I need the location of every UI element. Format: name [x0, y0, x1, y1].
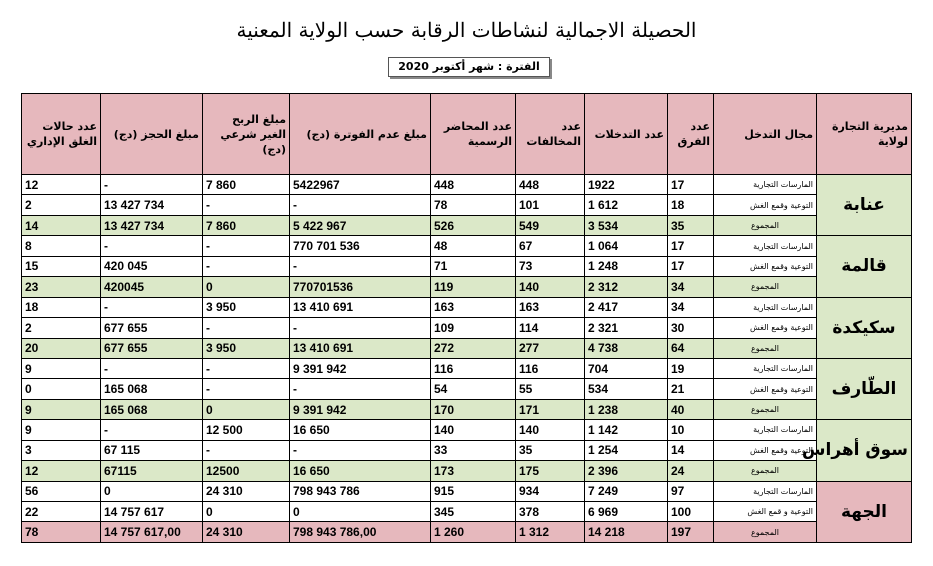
cell-non-invoicing: - [290, 440, 431, 460]
cell-interventions: 1 238 [585, 399, 668, 419]
table-row [22, 195, 912, 215]
cell-interventions: 6 969 [585, 502, 668, 522]
cell-seizure: - [101, 236, 203, 256]
cell-non-invoicing: 770 701 536 [290, 236, 431, 256]
cell-violations: 55 [516, 379, 585, 399]
cell-closures: 18 [22, 297, 101, 317]
region-cell: سوق أهراس [817, 420, 912, 481]
cell-violations: 101 [516, 195, 585, 215]
cell-non-invoicing: 770701536 [290, 277, 431, 297]
cell-interventions: 1 248 [585, 256, 668, 276]
cell-illicit-profit: - [203, 379, 290, 399]
cell-interventions: 2 396 [585, 461, 668, 481]
table-row [22, 297, 912, 317]
cell-closures: 20 [22, 338, 101, 358]
region-cell: الجهة [817, 481, 912, 542]
header-teams: عدد الفرق [668, 94, 714, 175]
cell-illicit-profit: - [203, 318, 290, 338]
cell-domain: المجموع [714, 461, 817, 481]
cell-seizure: 14 757 617,00 [101, 522, 203, 543]
cell-violations: 35 [516, 440, 585, 460]
cell-teams: 17 [668, 175, 714, 195]
cell-teams: 34 [668, 277, 714, 297]
cell-illicit-profit: - [203, 236, 290, 256]
cell-interventions: 4 738 [585, 338, 668, 358]
cell-illicit-profit: 24 310 [203, 481, 290, 501]
region-cell: عنابة [817, 175, 912, 236]
cell-non-invoicing: 16 650 [290, 461, 431, 481]
cell-violations: 171 [516, 399, 585, 419]
cell-illicit-profit: 7 860 [203, 175, 290, 195]
cell-non-invoicing: 9 391 942 [290, 399, 431, 419]
cell-seizure: 67115 [101, 461, 203, 481]
cell-closures: 3 [22, 440, 101, 460]
cell-reports: 170 [431, 399, 516, 419]
cell-non-invoicing: 5 422 967 [290, 215, 431, 235]
table-row [22, 358, 912, 378]
cell-teams: 19 [668, 358, 714, 378]
cell-seizure: 13 427 734 [101, 215, 203, 235]
total-row [22, 399, 912, 419]
cell-violations: 549 [516, 215, 585, 235]
table-row [22, 256, 912, 276]
cell-violations: 116 [516, 358, 585, 378]
cell-teams: 14 [668, 440, 714, 460]
table-row [22, 318, 912, 338]
cell-illicit-profit: 7 860 [203, 215, 290, 235]
cell-non-invoicing: - [290, 379, 431, 399]
cell-illicit-profit: 24 310 [203, 522, 290, 543]
cell-domain: التوعية وقمع الغش [714, 379, 817, 399]
cell-teams: 21 [668, 379, 714, 399]
total-row [22, 215, 912, 235]
cell-domain: المجموع [714, 399, 817, 419]
cell-closures: 0 [22, 379, 101, 399]
cell-violations: 1 312 [516, 522, 585, 543]
cell-reports: 54 [431, 379, 516, 399]
cell-domain: التوعية وقمع الغش [714, 440, 817, 460]
header-violations: عدد المخالفات [516, 94, 585, 175]
cell-closures: 9 [22, 399, 101, 419]
table-row [22, 502, 912, 522]
cell-illicit-profit: 3 950 [203, 297, 290, 317]
cell-teams: 18 [668, 195, 714, 215]
header-directorate: مديرية التجارة لولاية [817, 94, 912, 175]
cell-teams: 17 [668, 256, 714, 276]
total-row [22, 522, 912, 543]
cell-seizure: 14 757 617 [101, 502, 203, 522]
cell-reports: 345 [431, 502, 516, 522]
period-label: الفترة : شهر أكتوبر 2020 [388, 57, 550, 77]
cell-interventions: 14 218 [585, 522, 668, 543]
cell-interventions: 2 417 [585, 297, 668, 317]
cell-reports: 119 [431, 277, 516, 297]
cell-closures: 9 [22, 358, 101, 378]
table-row [22, 175, 912, 195]
cell-illicit-profit: 12 500 [203, 420, 290, 440]
control-activity-table [21, 93, 912, 543]
cell-non-invoicing: 798 943 786,00 [290, 522, 431, 543]
cell-violations: 448 [516, 175, 585, 195]
region-cell: سكيكدة [817, 297, 912, 358]
cell-illicit-profit: 3 950 [203, 338, 290, 358]
cell-closures: 12 [22, 175, 101, 195]
cell-interventions: 3 534 [585, 215, 668, 235]
cell-seizure: 420045 [101, 277, 203, 297]
total-row [22, 338, 912, 358]
cell-closures: 2 [22, 195, 101, 215]
table-row [22, 236, 912, 256]
cell-seizure: 677 655 [101, 338, 203, 358]
cell-illicit-profit: - [203, 256, 290, 276]
cell-seizure: 165 068 [101, 379, 203, 399]
region-cell: قالمة [817, 236, 912, 297]
header-domain: مجال التدخل [714, 94, 817, 175]
cell-non-invoicing: 0 [290, 502, 431, 522]
cell-reports: 140 [431, 420, 516, 440]
cell-illicit-profit: - [203, 195, 290, 215]
cell-reports: 78 [431, 195, 516, 215]
cell-non-invoicing: 5422967 [290, 175, 431, 195]
cell-interventions: 704 [585, 358, 668, 378]
cell-non-invoicing: 16 650 [290, 420, 431, 440]
table-row [22, 481, 912, 501]
cell-reports: 163 [431, 297, 516, 317]
cell-violations: 140 [516, 420, 585, 440]
header-seizure: مبلغ الحجز (دج) [101, 94, 203, 175]
cell-violations: 140 [516, 277, 585, 297]
cell-non-invoicing: 13 410 691 [290, 338, 431, 358]
cell-teams: 30 [668, 318, 714, 338]
table-row [22, 420, 912, 440]
header-non-invoicing: مبلغ عدم الفوترة (دج) [290, 94, 431, 175]
cell-closures: 15 [22, 256, 101, 276]
total-row [22, 277, 912, 297]
cell-closures: 8 [22, 236, 101, 256]
cell-domain: المارسات التجارية [714, 297, 817, 317]
header-interventions: عدد التدخلات [585, 94, 668, 175]
cell-violations: 163 [516, 297, 585, 317]
cell-domain: المارسات التجارية [714, 175, 817, 195]
cell-reports: 915 [431, 481, 516, 501]
cell-interventions: 534 [585, 379, 668, 399]
table-row [22, 379, 912, 399]
cell-violations: 277 [516, 338, 585, 358]
page-title: الحصيلة الاجمالية لنشاطات الرقابة حسب الولاية المعنية [236, 18, 697, 42]
cell-seizure: - [101, 358, 203, 378]
cell-interventions: 2 321 [585, 318, 668, 338]
cell-illicit-profit: 0 [203, 277, 290, 297]
cell-teams: 100 [668, 502, 714, 522]
cell-domain: التوعية وقمع الغش [714, 318, 817, 338]
cell-reports: 33 [431, 440, 516, 460]
cell-illicit-profit: 12500 [203, 461, 290, 481]
cell-seizure: - [101, 420, 203, 440]
cell-closures: 78 [22, 522, 101, 543]
cell-interventions: 1 612 [585, 195, 668, 215]
cell-illicit-profit: - [203, 358, 290, 378]
cell-teams: 24 [668, 461, 714, 481]
cell-domain: المجموع [714, 338, 817, 358]
cell-domain: التوعية وقمع الغش [714, 256, 817, 276]
cell-reports: 1 260 [431, 522, 516, 543]
cell-illicit-profit: 0 [203, 399, 290, 419]
cell-seizure: 0 [101, 481, 203, 501]
cell-non-invoicing: 13 410 691 [290, 297, 431, 317]
cell-closures: 9 [22, 420, 101, 440]
cell-illicit-profit: - [203, 440, 290, 460]
cell-domain: المجموع [714, 277, 817, 297]
cell-violations: 378 [516, 502, 585, 522]
cell-closures: 23 [22, 277, 101, 297]
cell-domain: التوعية و قمع الغش [714, 502, 817, 522]
cell-domain: المارسات التجارية [714, 236, 817, 256]
cell-seizure: - [101, 297, 203, 317]
cell-violations: 175 [516, 461, 585, 481]
cell-domain: المجموع [714, 215, 817, 235]
cell-violations: 67 [516, 236, 585, 256]
cell-interventions: 1 142 [585, 420, 668, 440]
cell-seizure: 13 427 734 [101, 195, 203, 215]
cell-reports: 71 [431, 256, 516, 276]
cell-seizure: 165 068 [101, 399, 203, 419]
cell-interventions: 7 249 [585, 481, 668, 501]
cell-closures: 14 [22, 215, 101, 235]
cell-seizure: 420 045 [101, 256, 203, 276]
cell-domain: المارسات التجارية [714, 481, 817, 501]
cell-interventions: 2 312 [585, 277, 668, 297]
cell-teams: 10 [668, 420, 714, 440]
cell-teams: 35 [668, 215, 714, 235]
cell-teams: 17 [668, 236, 714, 256]
cell-reports: 526 [431, 215, 516, 235]
header-illicit-profit: مبلغ الربح الغير شرعي (دج) [203, 94, 290, 175]
cell-interventions: 1 254 [585, 440, 668, 460]
cell-domain: التوعية وقمع الغش [714, 195, 817, 215]
cell-teams: 34 [668, 297, 714, 317]
cell-closures: 2 [22, 318, 101, 338]
cell-closures: 56 [22, 481, 101, 501]
cell-teams: 64 [668, 338, 714, 358]
cell-non-invoicing: 798 943 786 [290, 481, 431, 501]
cell-reports: 48 [431, 236, 516, 256]
cell-teams: 97 [668, 481, 714, 501]
cell-reports: 116 [431, 358, 516, 378]
cell-seizure: 67 115 [101, 440, 203, 460]
header-closures: عدد حالات الغلق الإداري [22, 94, 101, 175]
cell-non-invoicing: - [290, 195, 431, 215]
cell-illicit-profit: 0 [203, 502, 290, 522]
cell-closures: 12 [22, 461, 101, 481]
cell-violations: 934 [516, 481, 585, 501]
cell-violations: 114 [516, 318, 585, 338]
header-row [22, 94, 912, 175]
cell-non-invoicing: - [290, 318, 431, 338]
cell-non-invoicing: - [290, 256, 431, 276]
cell-teams: 40 [668, 399, 714, 419]
cell-closures: 22 [22, 502, 101, 522]
cell-domain: المجموع [714, 522, 817, 543]
region-cell: الطّارف [817, 358, 912, 419]
cell-domain: المارسات التجارية [714, 358, 817, 378]
table-row [22, 440, 912, 460]
cell-reports: 173 [431, 461, 516, 481]
header-reports: عدد المحاضر الرسمية [431, 94, 516, 175]
cell-domain: المارسات التجارية [714, 420, 817, 440]
cell-reports: 109 [431, 318, 516, 338]
cell-teams: 197 [668, 522, 714, 543]
cell-non-invoicing: 9 391 942 [290, 358, 431, 378]
cell-reports: 272 [431, 338, 516, 358]
total-row [22, 461, 912, 481]
cell-violations: 73 [516, 256, 585, 276]
cell-interventions: 1922 [585, 175, 668, 195]
cell-reports: 448 [431, 175, 516, 195]
cell-seizure: - [101, 175, 203, 195]
cell-interventions: 1 064 [585, 236, 668, 256]
cell-seizure: 677 655 [101, 318, 203, 338]
